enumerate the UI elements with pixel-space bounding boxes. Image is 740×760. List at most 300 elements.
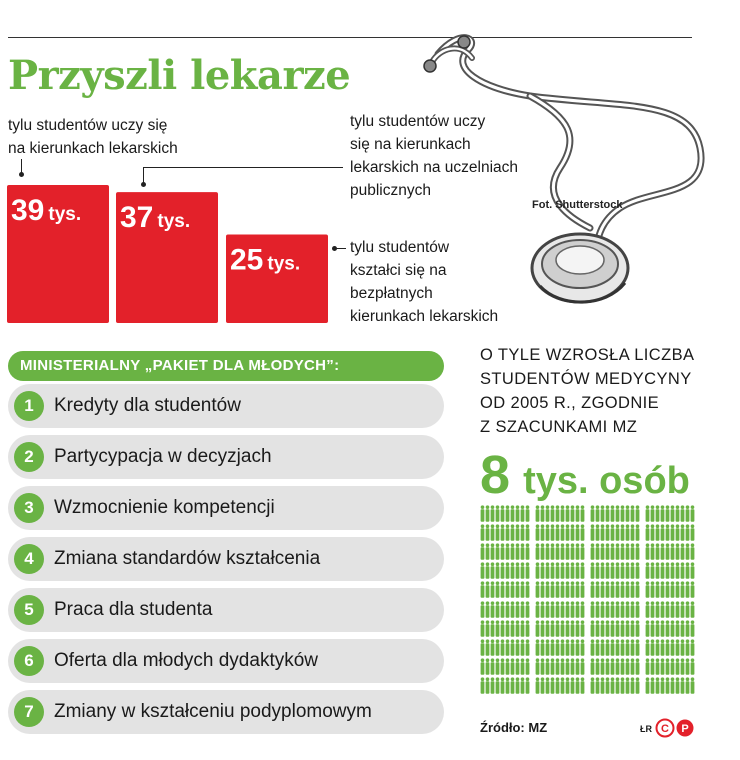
person-icon [506, 601, 510, 617]
person-icon [631, 620, 635, 636]
person-icon [541, 601, 545, 617]
person-icon [691, 658, 695, 674]
person-icon [556, 524, 560, 540]
person-icon [671, 581, 675, 597]
pakiet-label: Praca dla studenta [54, 599, 213, 620]
person-icon [516, 505, 520, 521]
pakiet-number: 2 [14, 442, 44, 472]
person-icon [566, 677, 570, 693]
person-icon [521, 639, 525, 655]
person-icon [516, 658, 520, 674]
person-icon [626, 677, 630, 693]
person-icon [566, 601, 570, 617]
person-icon [511, 581, 515, 597]
person-icon [676, 601, 680, 617]
person-icon [506, 581, 510, 597]
person-icon [496, 562, 500, 578]
person-icon [601, 601, 605, 617]
person-icon [686, 581, 690, 597]
person-icon [631, 677, 635, 693]
pakiet-number: 6 [14, 646, 44, 676]
person-icon [576, 562, 580, 578]
person-icon [596, 562, 600, 578]
person-icon [656, 620, 660, 636]
person-icon [486, 639, 490, 655]
person-icon [576, 658, 580, 674]
person-icon [626, 524, 630, 540]
person-icon [491, 562, 495, 578]
person-icon [681, 562, 685, 578]
person-icon [671, 601, 675, 617]
person-icon [691, 524, 695, 540]
person-icon [511, 505, 515, 521]
person-icon [481, 543, 485, 559]
person-icon [536, 601, 540, 617]
person-icon [671, 543, 675, 559]
person-icon [521, 620, 525, 636]
person-icon [666, 639, 670, 655]
pakiet-item-7 [8, 690, 444, 734]
person-icon [576, 620, 580, 636]
person-icon [526, 505, 530, 521]
person-icon [561, 639, 565, 655]
pakiet-item-2 [8, 435, 444, 479]
person-icon [511, 524, 515, 540]
person-icon [511, 601, 515, 617]
person-icon [501, 505, 505, 521]
person-icon [496, 639, 500, 655]
person-icon [676, 677, 680, 693]
person-icon [691, 639, 695, 655]
person-icon [526, 581, 530, 597]
brand-logo [655, 718, 697, 738]
person-icon [486, 658, 490, 674]
person-icon [681, 639, 685, 655]
stat-number: 8 [480, 445, 510, 505]
person-icon [621, 562, 625, 578]
person-icon [481, 562, 485, 578]
person-icon [556, 543, 560, 559]
person-icon [676, 543, 680, 559]
person-icon [671, 620, 675, 636]
person-icon [571, 581, 575, 597]
person-icon [506, 562, 510, 578]
stat-line-3: OD 2005 R., ZGODNIE [480, 394, 660, 412]
person-icon [566, 505, 570, 521]
person-icon [606, 581, 610, 597]
person-icon [681, 524, 685, 540]
annotation-2-leader-h [143, 167, 343, 168]
person-icon [651, 524, 655, 540]
person-icon [481, 620, 485, 636]
person-icon [616, 620, 620, 636]
person-icon [656, 524, 660, 540]
person-icon [581, 505, 585, 521]
pakiet-label: Zmiana standardów kształcenia [54, 548, 321, 569]
person-icon [556, 639, 560, 655]
person-icon [581, 658, 585, 674]
person-icon [501, 620, 505, 636]
person-icon [621, 620, 625, 636]
pakiet-number: 7 [14, 697, 44, 727]
person-icon [681, 658, 685, 674]
person-icon [596, 581, 600, 597]
person-icon [521, 543, 525, 559]
person-icon [651, 562, 655, 578]
person-icon [611, 505, 615, 521]
person-icon [601, 658, 605, 674]
person-icon [561, 524, 565, 540]
person-icon [656, 543, 660, 559]
person-icon [581, 620, 585, 636]
person-icon [591, 639, 595, 655]
person-icon [611, 543, 615, 559]
person-icon [666, 543, 670, 559]
person-icon [491, 658, 495, 674]
person-icon [601, 524, 605, 540]
person-icon [581, 677, 585, 693]
person-icon [631, 581, 635, 597]
annotation-1-line-1: tylu studentów uczy się [8, 117, 168, 134]
person-icon [631, 524, 635, 540]
person-icon [486, 505, 490, 521]
person-icon [536, 581, 540, 597]
stat-line-1: O TYLE WZROSŁA LICZBA [480, 346, 695, 364]
person-icon [626, 620, 630, 636]
person-icon [516, 524, 520, 540]
pakiet-number: 3 [14, 493, 44, 523]
person-icon [566, 581, 570, 597]
person-icon [686, 505, 690, 521]
person-icon [611, 639, 615, 655]
person-icon [501, 581, 505, 597]
person-icon [681, 505, 685, 521]
person-icon [536, 658, 540, 674]
person-icon [521, 677, 525, 693]
annotation-3-line-4: kierunkach lekarskich [350, 308, 499, 325]
person-icon [576, 677, 580, 693]
person-icon [691, 581, 695, 597]
person-icon [646, 601, 650, 617]
person-icon [666, 658, 670, 674]
person-icon [561, 677, 565, 693]
person-icon [616, 505, 620, 521]
person-icon [676, 658, 680, 674]
person-icon [691, 620, 695, 636]
person-icon [601, 543, 605, 559]
person-icon [516, 620, 520, 636]
person-icon [661, 677, 665, 693]
person-icon [551, 639, 555, 655]
person-icon [481, 524, 485, 540]
person-icon [606, 639, 610, 655]
person-icon [686, 562, 690, 578]
person-icon [651, 505, 655, 521]
person-icon [626, 562, 630, 578]
person-icon [551, 601, 555, 617]
person-icon [651, 581, 655, 597]
person-icon [686, 601, 690, 617]
person-icon [646, 543, 650, 559]
person-icon [626, 505, 630, 521]
person-icon [656, 562, 660, 578]
person-icon [661, 639, 665, 655]
bar-value-label-2: 37 tys. [120, 201, 191, 235]
person-icon [606, 505, 610, 521]
person-icon [691, 677, 695, 693]
author-initials: ŁR [640, 724, 652, 734]
person-icon [516, 543, 520, 559]
person-icon [591, 581, 595, 597]
person-icon [556, 505, 560, 521]
bar-value-label-1: 39 tys. [11, 194, 82, 227]
person-icon [656, 505, 660, 521]
person-icon [656, 639, 660, 655]
person-icon [491, 620, 495, 636]
annotation-2-line-4: publicznych [350, 182, 431, 199]
person-icon [521, 505, 525, 521]
person-icon [536, 543, 540, 559]
person-icon [556, 658, 560, 674]
person-icon [486, 620, 490, 636]
person-icon [626, 581, 630, 597]
person-icon [631, 658, 635, 674]
pakiet-item-1 [8, 384, 444, 428]
person-icon [686, 524, 690, 540]
person-icon [501, 677, 505, 693]
person-icon [666, 601, 670, 617]
person-icon [636, 658, 640, 674]
person-icon [511, 658, 515, 674]
person-icon [606, 620, 610, 636]
person-icon [546, 601, 550, 617]
person-icon [521, 658, 525, 674]
person-icon [671, 639, 675, 655]
person-icon [521, 601, 525, 617]
person-icon [646, 658, 650, 674]
person-icon [491, 677, 495, 693]
annotation-2-line-2: się na kierunkach [350, 136, 471, 153]
person-icon [496, 658, 500, 674]
person-icon [576, 601, 580, 617]
person-icon [676, 505, 680, 521]
person-icon [536, 562, 540, 578]
person-icon [671, 658, 675, 674]
person-icon [676, 562, 680, 578]
person-icon [671, 562, 675, 578]
person-icon [666, 505, 670, 521]
person-icon [546, 543, 550, 559]
person-icon [551, 620, 555, 636]
pakiet-label: Kredyty dla studentów [54, 395, 241, 416]
person-icon [591, 601, 595, 617]
person-icon [666, 524, 670, 540]
person-icon [551, 505, 555, 521]
person-icon [506, 505, 510, 521]
person-icon [541, 524, 545, 540]
person-icon [636, 543, 640, 559]
stethoscope-illustration [420, 28, 720, 328]
person-icon [546, 524, 550, 540]
person-icon [621, 543, 625, 559]
person-icon [616, 677, 620, 693]
person-icon [521, 581, 525, 597]
person-icon [556, 620, 560, 636]
person-icon [561, 620, 565, 636]
person-icon [686, 620, 690, 636]
person-icon [681, 581, 685, 597]
person-icon [596, 658, 600, 674]
person-icon [646, 581, 650, 597]
person-icon [566, 562, 570, 578]
person-icon [596, 601, 600, 617]
person-icon [671, 524, 675, 540]
person-icon [616, 562, 620, 578]
person-icon [651, 543, 655, 559]
person-icon [681, 601, 685, 617]
person-icon [606, 677, 610, 693]
person-icon [666, 677, 670, 693]
person-icon [656, 601, 660, 617]
person-icon [571, 658, 575, 674]
person-icon [551, 581, 555, 597]
person-icon [551, 658, 555, 674]
person-icon [576, 543, 580, 559]
pakiet-label: Zmiany w kształceniu podyplomowym [54, 701, 372, 722]
person-icon [571, 524, 575, 540]
person-icon [616, 601, 620, 617]
person-icon [631, 601, 635, 617]
person-icon [626, 543, 630, 559]
person-icon [566, 658, 570, 674]
person-icon [486, 524, 490, 540]
person-icon [636, 505, 640, 521]
person-icon [591, 620, 595, 636]
person-icon [646, 639, 650, 655]
person-icon [616, 524, 620, 540]
person-icon [546, 677, 550, 693]
person-icon [611, 562, 615, 578]
person-icon [691, 562, 695, 578]
person-icon [561, 543, 565, 559]
person-icon [526, 620, 530, 636]
person-icon [571, 601, 575, 617]
pakiet-item-3 [8, 486, 444, 530]
person-icon [481, 581, 485, 597]
person-icon [636, 620, 640, 636]
person-icon [566, 543, 570, 559]
person-icon [521, 562, 525, 578]
person-icon [631, 562, 635, 578]
person-icon [661, 620, 665, 636]
person-icon [601, 620, 605, 636]
person-icon [651, 601, 655, 617]
person-icon [606, 543, 610, 559]
person-icon [556, 581, 560, 597]
person-icon [541, 620, 545, 636]
person-icon [626, 639, 630, 655]
person-icon [491, 581, 495, 597]
person-icon [591, 505, 595, 521]
person-icon [691, 601, 695, 617]
person-icon [501, 543, 505, 559]
person-icon [501, 601, 505, 617]
person-icon [511, 677, 515, 693]
person-icon [481, 658, 485, 674]
person-icon [491, 505, 495, 521]
person-icon [661, 658, 665, 674]
person-icon [491, 639, 495, 655]
person-icon [636, 581, 640, 597]
person-icon [636, 524, 640, 540]
people-pictogram [480, 505, 695, 710]
person-icon [546, 505, 550, 521]
annotation-3-line-1: tylu studentów [350, 239, 450, 256]
stat-description [480, 343, 694, 439]
person-icon [601, 562, 605, 578]
person-icon [521, 524, 525, 540]
person-icon [686, 677, 690, 693]
person-icon [486, 601, 490, 617]
person-icon [496, 543, 500, 559]
person-icon [541, 639, 545, 655]
person-icon [636, 677, 640, 693]
person-icon [611, 601, 615, 617]
person-icon [646, 524, 650, 540]
person-icon [556, 562, 560, 578]
person-icon [626, 601, 630, 617]
pakiet-label: Wzmocnienie kompetencji [54, 497, 275, 518]
person-icon [526, 677, 530, 693]
person-icon [536, 620, 540, 636]
person-icon [546, 639, 550, 655]
person-icon [541, 677, 545, 693]
person-icon [561, 562, 565, 578]
person-icon [601, 639, 605, 655]
person-icon [661, 505, 665, 521]
person-icon [666, 581, 670, 597]
person-icon [511, 543, 515, 559]
person-icon [571, 505, 575, 521]
person-icon [691, 543, 695, 559]
person-icon [566, 620, 570, 636]
annotation-1-line-2: na kierunkach lekarskich [8, 140, 178, 157]
person-icon [666, 620, 670, 636]
person-icon [551, 677, 555, 693]
person-icon [501, 658, 505, 674]
annotation-2-line-1: tylu studentów uczy [350, 113, 486, 130]
person-icon [636, 639, 640, 655]
photo-credit: Fot. Shutterstock [532, 199, 623, 211]
stat-line-2: STUDENTÓW MEDYCYNY [480, 370, 692, 388]
person-icon [551, 562, 555, 578]
person-icon [506, 543, 510, 559]
person-icon [656, 581, 660, 597]
person-icon [496, 677, 500, 693]
person-icon [686, 543, 690, 559]
person-icon [486, 543, 490, 559]
pakiet-label: Oferta dla młodych dydaktyków [54, 650, 319, 671]
person-icon [671, 677, 675, 693]
pakiet-item-5 [8, 588, 444, 632]
person-icon [486, 677, 490, 693]
person-icon [496, 505, 500, 521]
person-icon [591, 658, 595, 674]
person-icon [496, 620, 500, 636]
annotation-1-leader [21, 159, 22, 173]
person-icon [511, 562, 515, 578]
person-icon [626, 658, 630, 674]
